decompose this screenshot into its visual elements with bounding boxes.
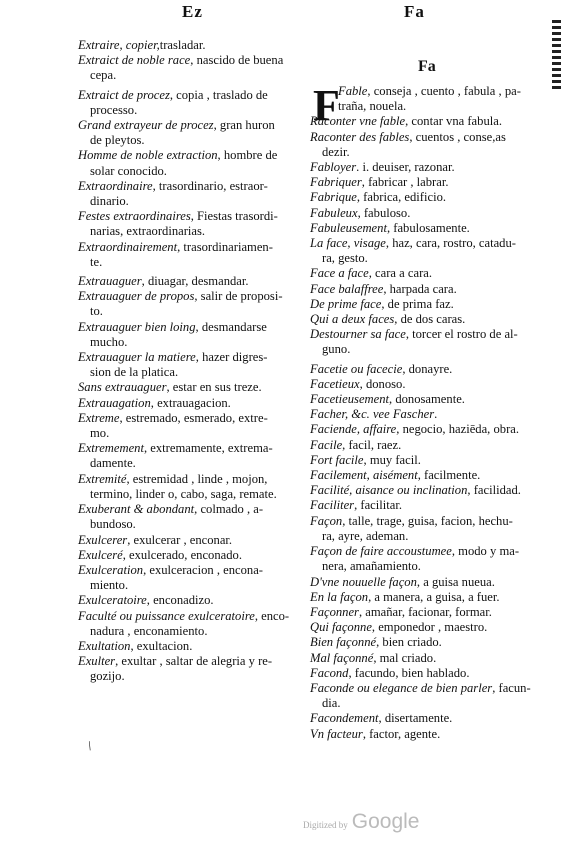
dictionary-line [310,727,530,742]
definition-text: , bien criado. [376,635,442,650]
headword: Homme de noble extraction [78,148,218,163]
headword: Exuberant & abondant [78,502,195,517]
ink-mark: / [84,737,95,754]
dictionary-line [78,289,302,304]
headword: Fabriquer [310,175,362,190]
definition-text: , de dos caras. [394,312,466,327]
dictionary-line [310,392,530,407]
headword: Raconter vne fable [310,114,406,129]
watermark-text: Digitized by [303,820,348,830]
dictionary-line [78,53,302,68]
dictionary-line [310,327,530,342]
definition-text: , facundo, bien hablado. [348,665,470,680]
headword: Exultation [78,638,131,653]
definition-text: traña, nouela. [338,99,407,114]
definition-text: , salir de proposi- [194,289,283,304]
dictionary-line [78,118,302,133]
definition-text: , diuagar, desmandar. [141,274,249,289]
dictionary-line [78,133,302,148]
definition-text: dezir. [322,144,350,159]
headword: Facetie ou facecie [310,361,403,376]
dictionary-line [78,240,302,255]
definition-text: , fabrica, edificio. [356,190,447,205]
definition-text: , extrauagacion. [150,395,231,410]
definition-text: , factor, agente. [362,726,441,741]
definition-text: , cuentos , conse,as [409,129,506,144]
definition-text: nadura , enconamiento. [90,623,208,638]
definition-text: , modo y ma- [451,544,520,559]
definition-text: , de prima faz. [381,296,454,311]
headword: Extraict de procez [78,87,170,102]
definition-text: ra, ayre, ademan. [322,528,409,543]
google-logo: Google [351,810,420,833]
headword: Fabuleux [310,205,358,220]
headword: Faconde ou elegance de bien parler [310,680,493,695]
definition-text: gozijo. [90,669,125,684]
dictionary-line [310,297,530,312]
headword: Extrauaguer [78,274,142,289]
headword: Grand extrayeur de procez [78,118,214,133]
definition-text: , gran huron [213,118,275,133]
headword: Extrauagation [78,395,151,410]
dictionary-line [310,236,530,251]
headword: Extraict de noble race [78,53,191,68]
dictionary-line [310,407,530,422]
definition-text: , exultacion. [130,638,193,653]
headword: Exulcerer [78,532,128,547]
dictionary-line [310,422,530,437]
headword: Destourner sa face [310,327,406,342]
dictionary-line [78,669,302,684]
definition-text: , colmado , a- [194,502,264,517]
dictionary-line [78,88,302,103]
dictionary-line [78,148,302,163]
dictionary-line [78,396,302,411]
dictionary-line [310,651,530,666]
headword: D'vne nouuelle façon [310,574,417,589]
definition-text: bundoso. [90,517,136,532]
definition-text: , estar en sus treze. [166,380,262,395]
headword: Facetieux [310,376,360,391]
dictionary-line [310,529,530,544]
headword: Façonner [310,604,359,619]
definition-text: , exulceracion , encona- [143,562,263,577]
dictionary-line [78,578,302,593]
dictionary-line [78,563,302,578]
headword: Facondement [310,711,379,726]
page-edge [552,20,561,90]
definition-text: , contar vna fabula. [405,114,502,129]
dictionary-line [310,206,530,221]
headword: Extraordinairement [78,239,178,254]
dictionary-line [310,114,530,129]
headword: La face, visage [310,236,386,251]
definition-text: , facun- [492,680,531,695]
dictionary-line [310,342,530,357]
headword: Facilité, aisance ou inclination [310,483,468,498]
headword: Bien façonné [310,635,377,650]
dictionary-line [310,498,530,513]
dictionary-line [310,605,530,620]
headword: Qui a deux faces [310,312,395,327]
headword: Fable [338,84,368,98]
dictionary-line [310,438,530,453]
definition-text: dia. [322,696,341,711]
definition-text: , haz, cara, rostro, catadu- [385,236,516,251]
dictionary-line [310,711,530,726]
definition-text: nera, amañamiento. [322,559,421,574]
definition-text: narias, extraordinarias. [90,224,206,239]
definition-text: . i. deuiser, razonar. [356,160,455,175]
dictionary-line [310,559,530,574]
dictionary-line [310,84,530,99]
headword: Extraire, copier, [78,38,160,52]
definition-text: , facilitar. [354,498,402,513]
dictionary-line [310,453,530,468]
definition-text: , donosamente. [389,392,465,407]
headword: Festes extraordinaires [78,209,191,224]
dictionary-line [78,68,302,83]
dictionary-line [310,590,530,605]
definition-text: cepa. [90,68,117,83]
headword: Fabloyer [310,160,357,175]
definition-text: , exulcerar , enconar. [127,532,233,547]
dictionary-line [78,548,302,563]
headword: Fabrique [310,190,357,205]
headword: Fort facile [310,452,364,467]
right-column [310,81,531,742]
headword: Extrauaguer la matiere [78,350,196,365]
definition-text: ra, gesto. [322,251,368,266]
definition-text: , extremamente, extrema- [143,441,273,456]
headword: Facile [310,437,343,452]
dictionary-line [310,544,530,559]
definition-text: , enconadizo. [146,593,214,608]
definition-text: , facil, raez. [342,437,402,452]
headword: Sans extrauaguer [78,380,167,395]
dictionary-line [78,179,302,194]
headword: Vn facteur [310,726,363,741]
dictionary-line [78,472,302,487]
definition-text: , donayre. [402,361,453,376]
dictionary-line [310,483,530,498]
definition-text: , enco- [254,608,290,623]
dictionary-line [78,103,302,118]
definition-text: , torcer el rostro de al- [405,327,518,342]
definition-text: miento. [90,578,129,593]
definition-text: , disertamente. [378,711,453,726]
dictionary-line [310,221,530,236]
headword: Mal façonné [310,650,374,665]
definition-text: dinario. [90,194,129,209]
definition-text: termino, linder o, cabo, saga, remate. [90,486,277,501]
dictionary-line [78,365,302,380]
definition-text: , muy facil. [363,452,421,467]
definition-text: , hazer digres- [195,350,268,365]
left-column [78,38,302,685]
definition-text: , a guisa nueua. [416,574,495,589]
headword: Facetieusement [310,392,390,407]
headword: Facond [310,665,349,680]
dictionary-line [310,99,530,114]
dictionary-line [78,654,302,669]
definition-text: damente. [90,456,136,471]
headword: Extrauaguer de propos [78,289,195,304]
dictionary-line [78,194,302,209]
page-header-right: Fa [404,2,425,21]
headword: Facilement, aisément [310,468,418,483]
definition-text: , fabuloso. [357,205,411,220]
definition-text: mucho. [90,334,128,349]
definition-text: processo. [90,102,138,117]
dictionary-line [310,266,530,281]
definition-text: , a manera, a guisa, a fuer. [368,589,500,604]
headword: Raconter des fables [310,129,410,144]
definition-text: , donoso. [359,376,406,391]
headword: Façon de faire accoustumee [310,544,452,559]
definition-text: , Fiestas trasordi- [190,209,278,224]
definition-text: sion de la platica. [90,365,179,380]
dictionary-line [310,362,530,377]
headword: En la façon [310,589,369,604]
dictionary-line [310,575,530,590]
definition-text: de pleytos. [90,133,145,148]
dictionary-line [78,624,302,639]
headword: Face a face [310,266,369,281]
headword: Exulceratoire [78,593,147,608]
dictionary-line [78,517,302,532]
dictionary-line [78,609,302,624]
definition-text: , cara a cara. [368,266,433,281]
dictionary-line [78,255,302,270]
definition-text: , amañar, facionar, formar. [358,604,492,619]
definition-text: , conseja , cuento , fabula , pa- [367,84,521,98]
dictionary-line [78,320,302,335]
definition-text: , hombre de [217,148,278,163]
section-title: Fa [418,58,436,75]
definition-text: , facilmente. [417,468,481,483]
dictionary-line [78,304,302,319]
definition-text: te. [90,254,103,269]
dictionary-line [78,335,302,350]
headword: Façon [310,513,343,528]
dictionary-line [78,411,302,426]
page-header-left: Ez [182,2,203,21]
definition-text: to. [90,304,103,319]
headword: Facher, &c. vee Fascher [310,407,435,422]
dictionary-line [310,666,530,681]
definition-text: , mal criado. [373,650,437,665]
headword: Exulceration [78,562,144,577]
dictionary-line [310,514,530,529]
definition-text: , trasordinario, estraor- [152,178,268,193]
dictionary-line [310,635,530,650]
digitized-watermark [303,810,419,834]
dictionary-line [310,620,530,635]
headword: Extrauaguer bien loing [78,319,196,334]
headword: Faciende, affaire [310,422,397,437]
dictionary-line [78,533,302,548]
dictionary-line [78,380,302,395]
headword: Faculté ou puissance exulceratoire [78,608,255,623]
headword: Extremité [78,471,127,486]
headword: Extreme [78,410,120,425]
definition-text: , estremidad , linde , mojon, [126,471,268,486]
definition-text: , desmandarse [195,319,267,334]
dictionary-line [78,593,302,608]
dictionary-line [310,130,530,145]
dictionary-line [78,274,302,289]
dictionary-line [310,145,530,160]
dictionary-line [310,696,530,711]
definition-text: , harpada cara. [383,281,457,296]
headword: Extraordinaire [78,178,153,193]
headword: De prime face [310,296,382,311]
definition-text: , nascido de buena [190,53,284,68]
dictionary-line [78,38,302,53]
headword: Fabuleusement [310,220,387,235]
definition-text: , exulcerado, enconado. [122,547,242,562]
dictionary-line [310,377,530,392]
dictionary-line [310,282,530,297]
dictionary-line [78,502,302,517]
drop-cap: F [313,81,340,130]
dictionary-line [310,681,530,696]
dictionary-line [78,350,302,365]
definition-text: , estremado, esmerado, extre- [119,410,268,425]
definition-text: . [434,407,438,422]
dictionary-line [78,209,302,224]
definition-text: guno. [322,342,351,357]
headword: Qui façonne [310,620,372,635]
dictionary-line [310,251,530,266]
dictionary-line [310,468,530,483]
definition-text: , exultar , saltar de alegria y re- [115,654,273,669]
dictionary-line [310,190,530,205]
definition-text: , facilidad. [467,483,521,498]
headword: Extremement [78,441,144,456]
headword: Exulceré [78,547,123,562]
dictionary-line [78,224,302,239]
definition-text: solar conocido. [90,163,167,178]
headword: Exulter [78,654,116,669]
headword: Face balaffree [310,281,384,296]
definition-text: , copia , traslado de [169,87,268,102]
headword: Faciliter [310,498,355,513]
definition-text: , fabricar , labrar. [361,175,449,190]
dictionary-line [78,487,302,502]
dictionary-line [310,175,530,190]
definition-text: trasladar. [159,38,206,52]
definition-text: , trasordinariamen- [177,239,273,254]
dictionary-line [310,312,530,327]
definition-text: , talle, trage, guisa, facion, hechu- [342,513,513,528]
definition-text: , fabulosamente. [386,220,470,235]
definition-text: mo. [90,426,110,441]
dictionary-line [78,639,302,654]
definition-text: , negocio, haziēda, obra. [396,422,519,437]
definition-text: , emponedor , maestro. [371,620,488,635]
dictionary-line [78,426,302,441]
dictionary-line [78,456,302,471]
dictionary-line [78,441,302,456]
dictionary-line [78,164,302,179]
dictionary-line [310,160,530,175]
